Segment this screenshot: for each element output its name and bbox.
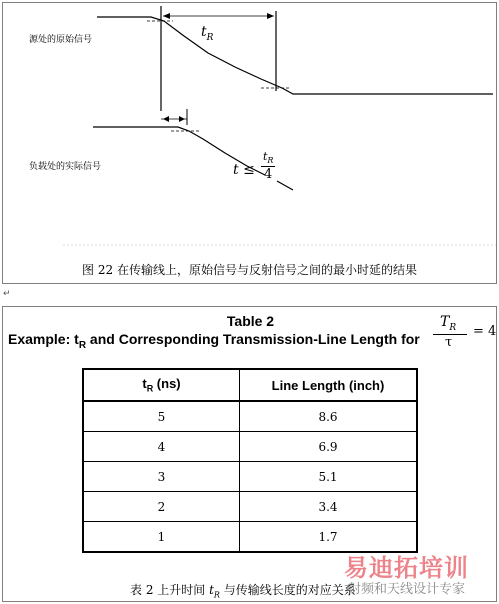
cell-tr: 4 (83, 432, 240, 462)
cell-length: 3.4 (240, 492, 418, 522)
table-header-row (83, 369, 417, 401)
cell-length: 5.1 (240, 462, 418, 492)
table-row (83, 462, 417, 492)
inequality-numerator (263, 150, 273, 165)
figure-frame (2, 2, 497, 284)
figure-caption: 图 22 在传输线上，原始信号与反射信号之间的最小时延的结果 (82, 263, 417, 277)
rise-time-table (82, 368, 418, 553)
cell-length: 8.6 (240, 401, 418, 432)
table-caption (130, 581, 356, 599)
inequality-lhs: t ≤ (233, 162, 255, 178)
table-caption-sub: R (213, 590, 220, 600)
cell-length: 1.7 (240, 522, 418, 553)
table-caption-suffix: 与传输线长度的对应关系 (219, 583, 356, 597)
header-tr-sub: R (146, 383, 154, 394)
tr-label-symbol: t (201, 24, 207, 40)
cell-tr: 3 (83, 462, 240, 492)
source-signal-waveform (97, 17, 493, 94)
cell-tr: 1 (83, 522, 240, 553)
watermark (344, 548, 469, 597)
table-subtitle (8, 331, 420, 351)
table-caption-symbol: t (209, 583, 214, 597)
paragraph-mark: ↵ (3, 289, 11, 299)
header-tr-prefix: t (142, 376, 147, 392)
header-line-length: Line Length (inch) (240, 369, 418, 401)
ratio-value: = 4 (473, 324, 497, 339)
table-title: Table 2 (226, 313, 275, 329)
cell-tr: 5 (83, 401, 240, 432)
table-subtitle-suffix: and Corresponding Transmission-Line Length for (86, 331, 420, 347)
table-row (83, 432, 417, 462)
tr-label (201, 24, 213, 43)
watermark-brand: 易迪拓培训 (344, 554, 469, 582)
table-subtitle-sub: R (78, 339, 87, 351)
inequality-num-symbol: t (263, 150, 268, 163)
watermark-tagline: 射频和天线设计专家 (348, 582, 466, 597)
ratio-num-symbol: T (440, 314, 450, 330)
table-row (83, 492, 417, 522)
tr-label-subscript: R (206, 32, 214, 43)
cell-length: 6.9 (240, 432, 418, 462)
table-caption-prefix: 表 2 上升时间 (130, 583, 210, 597)
inequality-num-subscript: R (267, 156, 274, 166)
ratio-num-subscript: R (449, 322, 457, 333)
load-signal-label: 负载处的实际信号 (29, 162, 102, 172)
inequality-denominator: 4 (264, 167, 273, 182)
load-signal-tail (277, 181, 293, 190)
table-row (83, 401, 417, 432)
ratio-numerator (440, 314, 456, 333)
cell-tr: 2 (83, 492, 240, 522)
table-subtitle-prefix: Example: t (8, 331, 79, 347)
source-signal-label: 源处的原始信号 (29, 35, 93, 45)
header-tr-suffix: (ns) (153, 376, 181, 392)
ratio-denominator: τ (445, 335, 453, 350)
header-tr (83, 369, 240, 401)
